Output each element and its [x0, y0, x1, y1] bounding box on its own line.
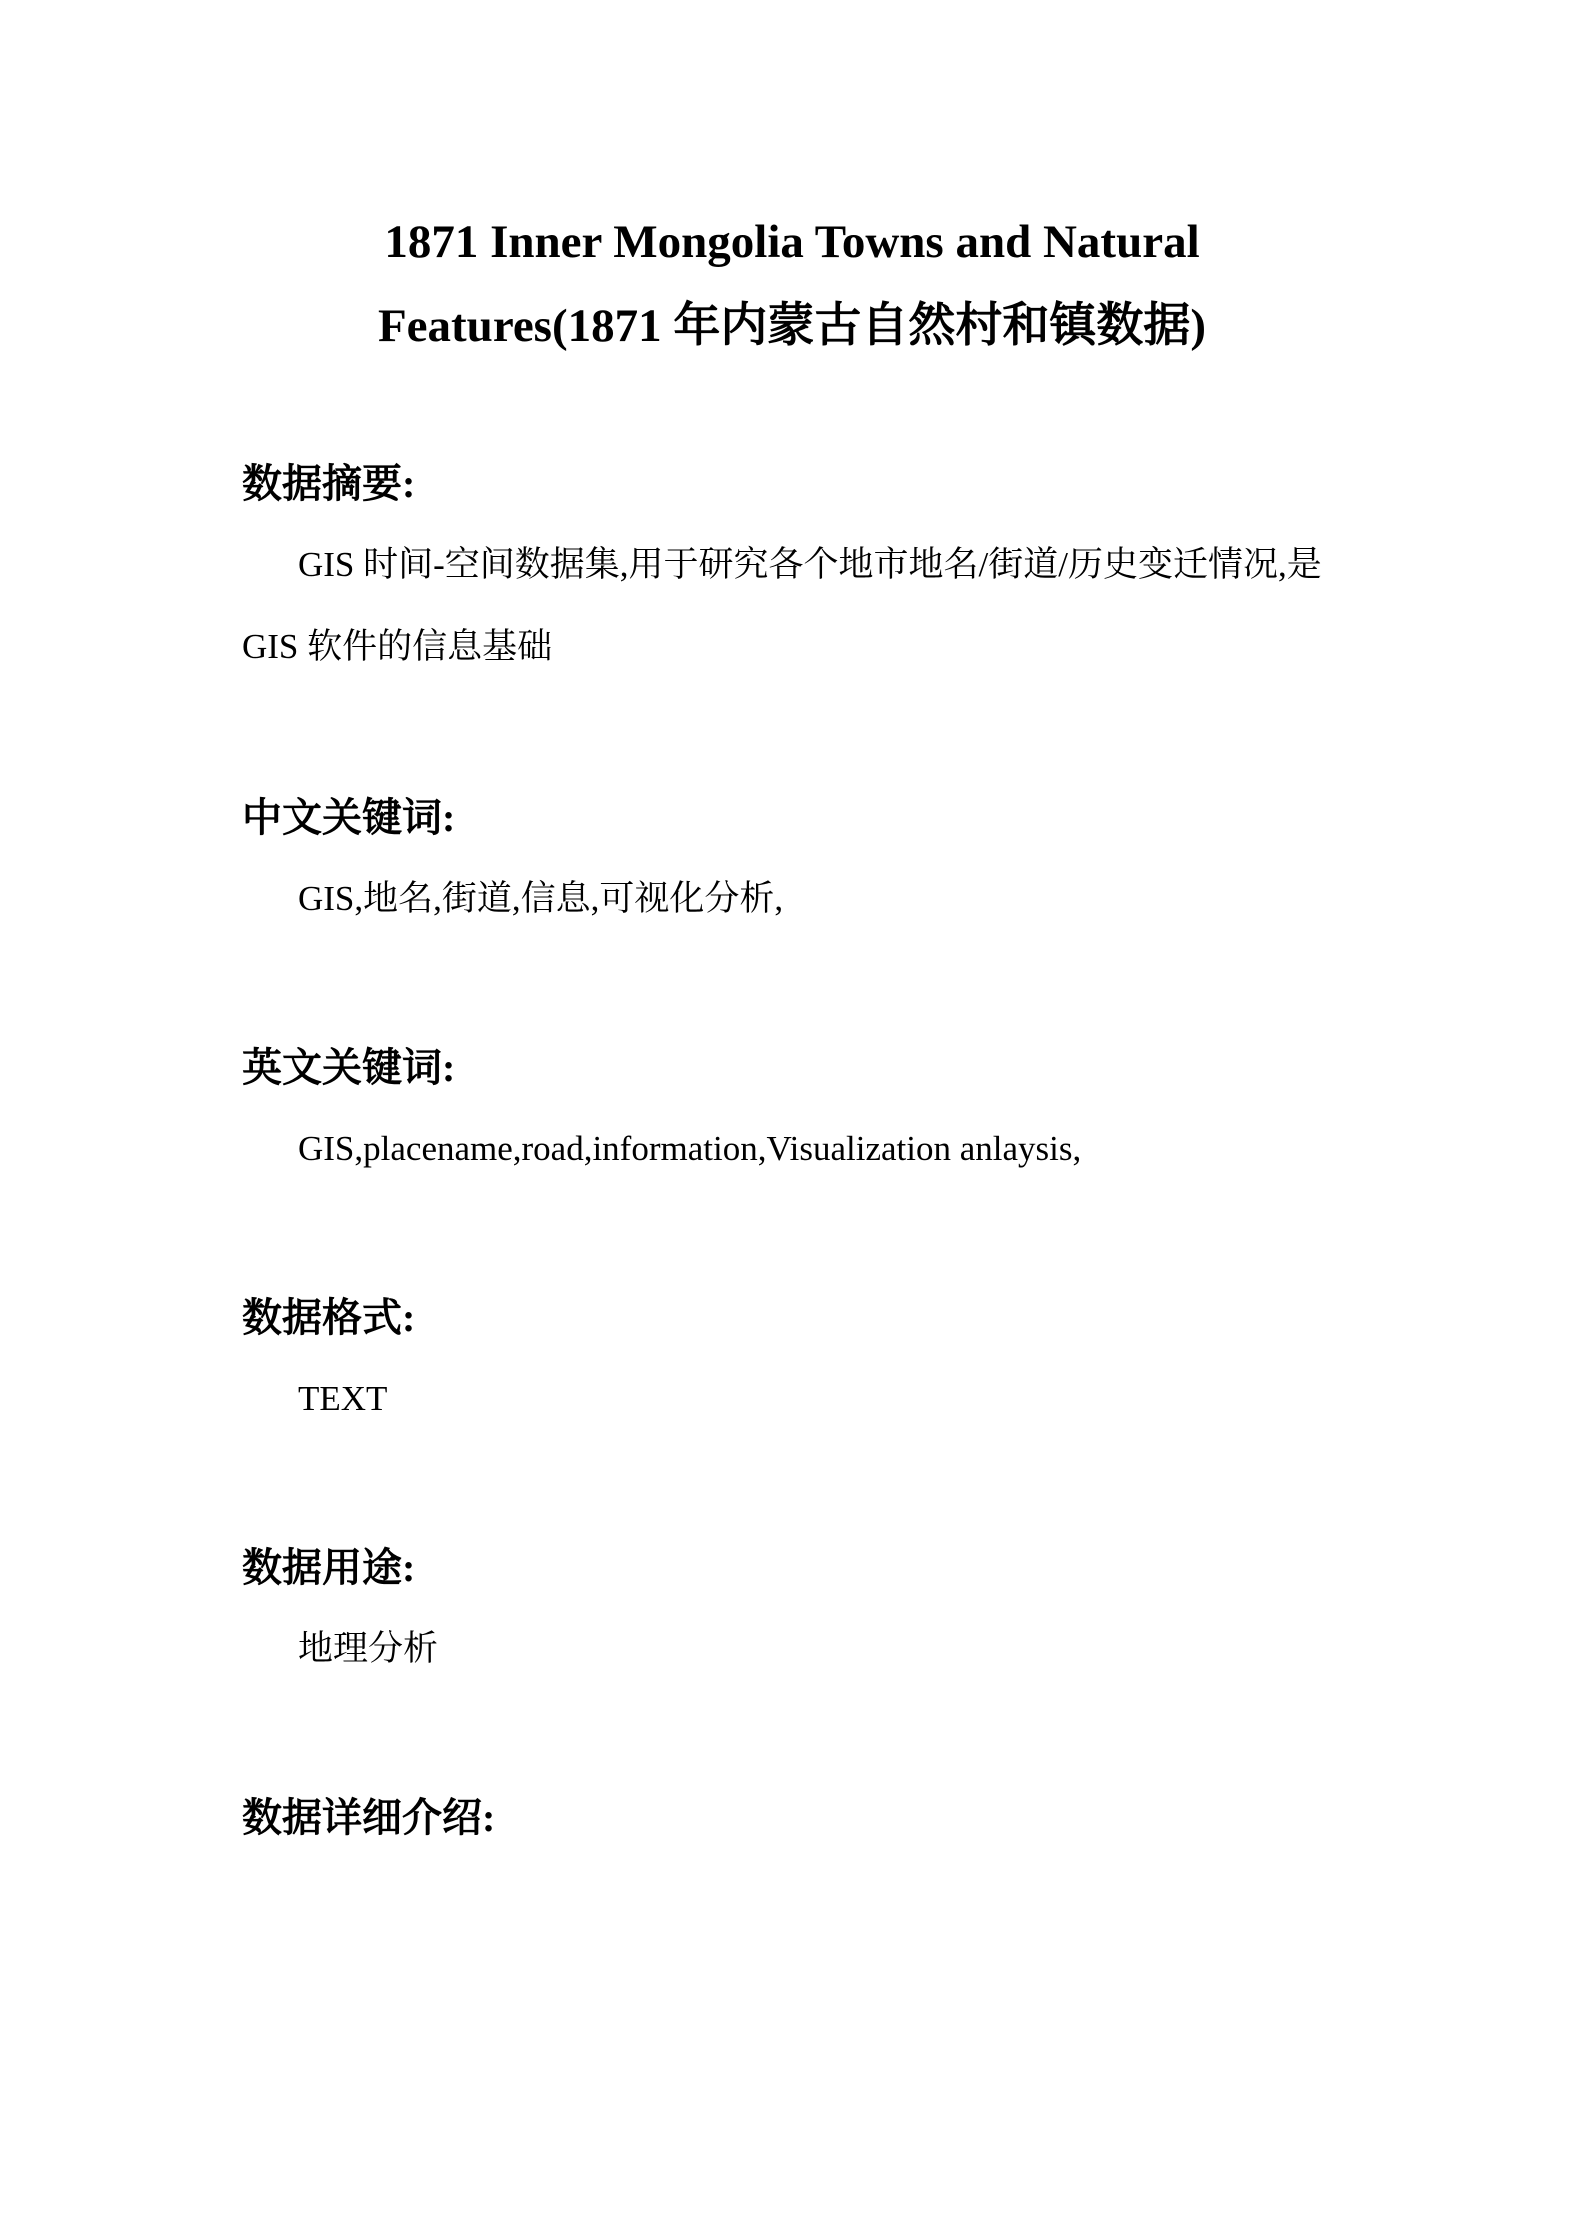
- section-body-english-keywords: GIS,placename,road,information,Visualization anlaysis,: [298, 1129, 1082, 1168]
- section-heading-chinese-keywords: 中文关键词:: [242, 795, 456, 840]
- section-heading-english-keywords: 英文关键词:: [242, 1045, 456, 1090]
- section-body-abstract: GIS 时间-空间数据集,用于研究各个地市地名/街道/历史变迁情况,是 GIS 软件的信息基础: [242, 545, 1322, 666]
- section-body-data-format: TEXT: [298, 1379, 388, 1418]
- section-english-keywords: [242, 1040, 1352, 1190]
- document-title-line-2: Features(1871 年内蒙古自然村和镇数据): [377, 300, 1207, 352]
- section-body-data-usage: 地理分析: [298, 1629, 439, 1668]
- section-data-usage: [242, 1540, 1352, 1690]
- section-chinese-keywords: [242, 790, 1352, 940]
- section-heading-data-usage: 数据用途:: [242, 1545, 416, 1590]
- section-heading-data-format: 数据格式:: [242, 1295, 416, 1340]
- section-data-details: [242, 1790, 1352, 1846]
- section-heading-data-details: 数据详细介绍:: [242, 1795, 496, 1840]
- section-abstract: [242, 456, 1352, 688]
- document-title-line-1: 1871 Inner Mongolia Towns and Natural: [384, 216, 1200, 268]
- section-heading-abstract: 数据摘要:: [242, 461, 416, 506]
- section-data-format: [242, 1290, 1352, 1440]
- document-title: [242, 200, 1342, 368]
- section-body-chinese-keywords: GIS,地名,街道,信息,可视化分析,: [298, 879, 784, 918]
